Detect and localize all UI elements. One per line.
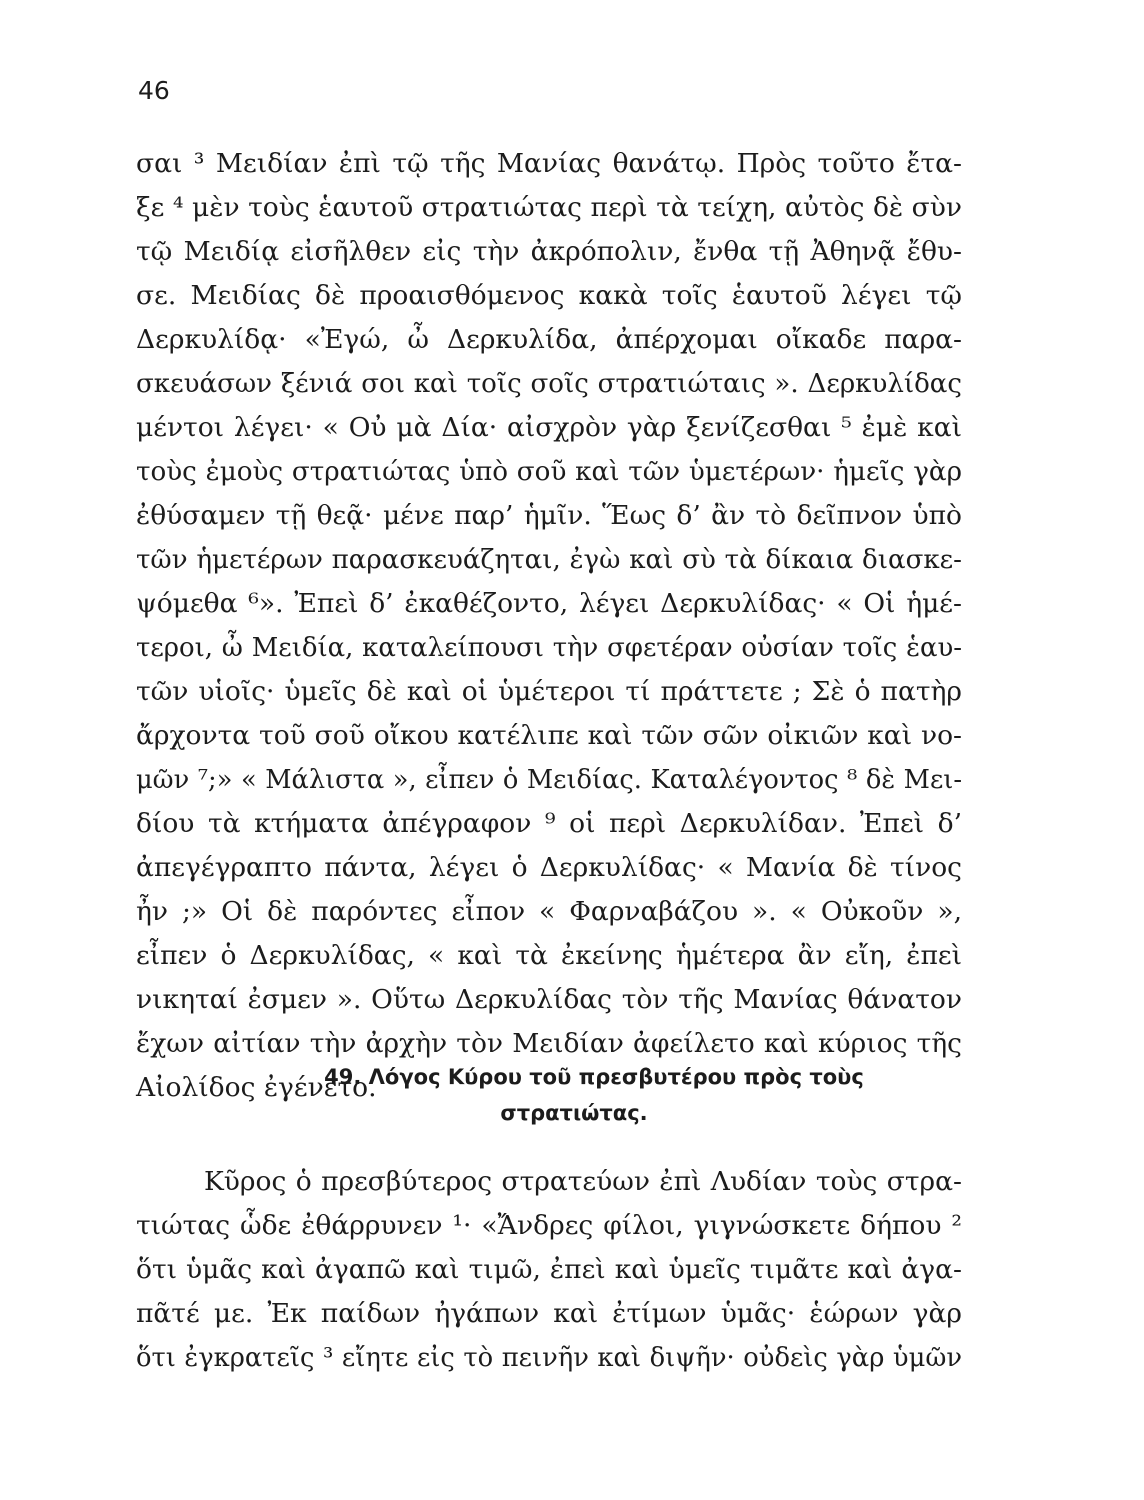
text-line: ἀπεγέγραπτο πάντα, λέγει ὁ Δερκυλίδας· « Μανία δὲ τίνος bbox=[136, 852, 962, 883]
text-line: πᾶτέ με. Ἐκ παίδων ἠγάπων καὶ ἐτίμων ὑμᾶς· ἑώρων γὰρ bbox=[136, 1298, 962, 1329]
text-line: σκευάσων ξένιά σοι καὶ τοῖς σοῖς στρατιώταις ». Δερκυλίδας bbox=[136, 369, 962, 399]
text-line: ψόμεθα ⁶». Ἐπεὶ δ’ ἐκαθέζοντο, λέγει Δερκυλίδας· « Οἱ ἡμέ- bbox=[136, 588, 962, 619]
text-line: σε. Μειδίας δὲ προαισθόμενος κακὰ τοῖς ἑαυτοῦ λέγει τῷ bbox=[136, 280, 962, 311]
section-heading-line: 49. Λόγος Κύρου τοῦ πρεσβυτέρου πρὸς τοὺς bbox=[324, 1065, 864, 1089]
text-line: νικηταί ἐσμεν ». Οὕτω Δερκυλίδας τὸν τῆς Μανίας θάνατον bbox=[136, 984, 962, 1015]
text-line: εἶπεν ὁ Δερκυλίδας, « καὶ τὰ ἐκείνης ἡμέτερα ἂν εἴη, ἐπεὶ bbox=[136, 940, 962, 971]
text-line: τῶν ἡμετέρων παρασκευάζηται, ἐγὼ καὶ σὺ τὰ δίκαια διασκε- bbox=[136, 545, 962, 575]
text-line: Δερκυλίδᾳ· «Ἐγώ, ὦ Δερκυλίδα, ἀπέρχομαι οἴκαδε παρα- bbox=[136, 324, 962, 355]
text-line: Αἰολίδος ἐγένετο. bbox=[136, 1072, 377, 1103]
page-number: 46 bbox=[138, 76, 170, 105]
text-line: ξε ⁴ μὲν τοὺς ἑαυτοῦ στρατιώτας περὶ τὰ τείχη, αὐτὸς δὲ σὺν bbox=[136, 192, 962, 223]
text-line: ἔχων αἰτίαν τὴν ἀρχὴν τὸν Μειδίαν ἀφείλετο καὶ κύριος τῆς bbox=[136, 1028, 962, 1059]
text-line: δίου τὰ κτήματα ἀπέγραφον ⁹ οἱ περὶ Δερκυλίδαν. Ἐπεὶ δ’ bbox=[136, 808, 962, 839]
text-line: τιώτας ὧδε ἐθάρρυνεν ¹· «Ἄνδρες φίλοι, γιγνώσκετε δήπου ² bbox=[136, 1210, 962, 1241]
text-line: σαι ³ Μειδίαν ἐπὶ τῷ τῆς Μανίας θανάτῳ. Πρὸς τοῦτο ἔτα- bbox=[136, 148, 962, 179]
text-line: Κῦρος ὁ πρεσβύτερος στρατεύων ἐπὶ Λυδίαν τοὺς στρα- bbox=[204, 1166, 962, 1197]
text-line: ἄρχοντα τοῦ σοῦ οἴκου κατέλιπε καὶ τῶν σῶν οἰκιῶν καὶ νο- bbox=[136, 720, 962, 751]
text-line: ἦν ;» Οἱ δὲ παρόντες εἶπον « Φαρναβάζου ». « Οὐκοῦν », bbox=[136, 896, 962, 927]
section-heading-line: στρατιώτας. bbox=[500, 1101, 648, 1125]
text-line: ἐθύσαμεν τῇ θεᾷ· μένε παρ’ ἡμῖν. Ἕως δ’ ἂν τὸ δεῖπνον ὑπὸ bbox=[136, 500, 962, 531]
text-line: ὅτι ὑμᾶς καὶ ἀγαπῶ καὶ τιμῶ, ἐπεὶ καὶ ὑμεῖς τιμᾶτε καὶ ἀγα- bbox=[136, 1254, 962, 1285]
text-line: μέντοι λέγει· « Οὐ μὰ Δία· αἰσχρὸν γὰρ ξενίζεσθαι ⁵ ἐμὲ καὶ bbox=[136, 412, 962, 443]
text-line: μῶν ⁷;» « Μάλιστα », εἶπεν ὁ Μειδίας. Καταλέγοντος ⁸ δὲ Μει- bbox=[136, 765, 962, 795]
text-line: τοὺς ἐμοὺς στρατιώτας ὑπὸ σοῦ καὶ τῶν ὑμετέρων· ἡμεῖς γὰρ bbox=[136, 457, 962, 487]
text-line: τῷ Μειδίᾳ εἰσῆλθεν εἰς τὴν ἀκρόπολιν, ἔνθα τῇ Ἀθηνᾷ ἔθυ- bbox=[136, 236, 962, 267]
text-line: ὅτι ἐγκρατεῖς ³ εἴητε εἰς τὸ πεινῆν καὶ διψῆν· οὐδεὶς γὰρ ὑμῶν bbox=[136, 1343, 962, 1373]
text-line: τεροι, ὦ Μειδία, καταλείπουσι τὴν σφετέραν οὐσίαν τοῖς ἑαυ- bbox=[136, 633, 962, 663]
text-line: τῶν υἱοῖς· ὑμεῖς δὲ καὶ οἱ ὑμέτεροι τί πράττετε ; Σὲ ὁ πατὴρ bbox=[136, 676, 962, 707]
